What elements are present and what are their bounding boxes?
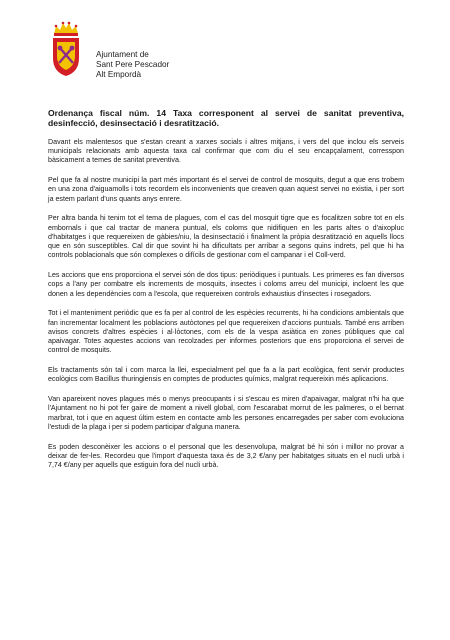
paragraph: Per altra banda hi tenim tot el tema de plagues, com el cas del mosquit tigre que es focalitzen sobre tot en els embornals i que cal tractar de manera puntual, els coloms que nidifiquen en les parts altes o d'aixopluc d'habitatges i que requereixen de gàbies/niu, la desinsectació i finalment la pròpia desratització en aquells llocs que en són susceptibles. Cal dir que sovint hi ha dificultats per arribar a segons quins indrets, pel que hi ha controls poblacionals que són complexes o difícils de gestionar com el campanar i el Coll-verd. — [48, 214, 404, 260]
org-line-3: Alt Empordà — [96, 70, 142, 80]
paragraph: Pel que fa al nostre municipi la part més important és el servei de control de mosquits, degut a que ens trobem en una zona d'aiguamolls i tots recordem els inconvenients que creaven quan aquest servei no existia, i per sort ja estem parlant d'uns quants anys enrere. — [48, 176, 404, 203]
document-body — [48, 108, 404, 481]
paragraph: Tot i el manteniment periòdic que es fa per al control de les espècies recurrents, hi ha condicions ambientals que fan incrementar localment les poblacions autòctones pel que requereixen d'accions puntuals. També ens arriben avisos concrets d'altres espècies i al·lòctones, com els de la vespa asiàtica en zones públiques que cal apaivagar. Totes aquestes accions van recolzades per informes posteriors que ens proporciona el servei de control de mosquits. — [48, 309, 404, 355]
organization-name — [96, 50, 169, 81]
paragraph: Les accions que ens proporciona el servei són de dos tipus: periòdiques i puntuals. Les primeres es fan diversos cops a l'any per combatre els increments de mosquits, insectes i coloms arreu del municipi, incloent les que donen a les dependències com a l'escola, que requereixen controls exhaustius d'insectes i rosegadors. — [48, 271, 404, 298]
org-line-1: Ajuntament de — [96, 50, 149, 59]
org-line-2: Sant Pere Pescador — [96, 60, 170, 70]
paragraph: Es poden desconèixer les accions o el personal que les desenvolupa, malgrat bé hi són i millor no provar a deixar de fer-les. Recordeu que l'import d'aquesta taxa és de 3,2 €/any per habitatges situats en el nucli urbà i 7,74 €/any per aquells que estiguin fora del nucli urbà. — [48, 442, 404, 470]
paragraph: Van apareixent noves plagues més o menys preocupants i si s'escau es miren d'apaivagar, malgrat n'hi ha que l'Ajuntament no hi pot fer gaire de moment a nivell global, com l'escarabat morrut de les palmeres, o el bernat marbrat, tot i que en aquest últim estem en contacte amb les persones encarregades per saber com evoluciona l'estudi de la plaga i per si podem participar d'alguna manera. — [48, 395, 404, 431]
paragraph: Davant els malentesos que s'estan creant a xarxes socials i altres mitjans, i vers del que inclou els serveis municipals relacionats amb aquesta taxa cal confirmar que com diu el seu encapçalament, corresspon bàsicament a temes de sanitat preventiva. — [48, 137, 404, 165]
municipal-crest-icon — [48, 18, 84, 78]
letterhead — [48, 18, 348, 88]
paragraph: Els tractaments són tal i com marca la llei, especialment pel que fa a la part ecològica, fent servir productes ecològics com Bacillus thuringiensis en comptes de productes químics, malgrat requereixin més aplicacions. — [48, 366, 404, 384]
document-title: Ordenança fiscal núm. 14 Taxa corresponent al servei de sanitat preventiva, desinfecció, desinsectació i desratització. — [48, 108, 404, 129]
